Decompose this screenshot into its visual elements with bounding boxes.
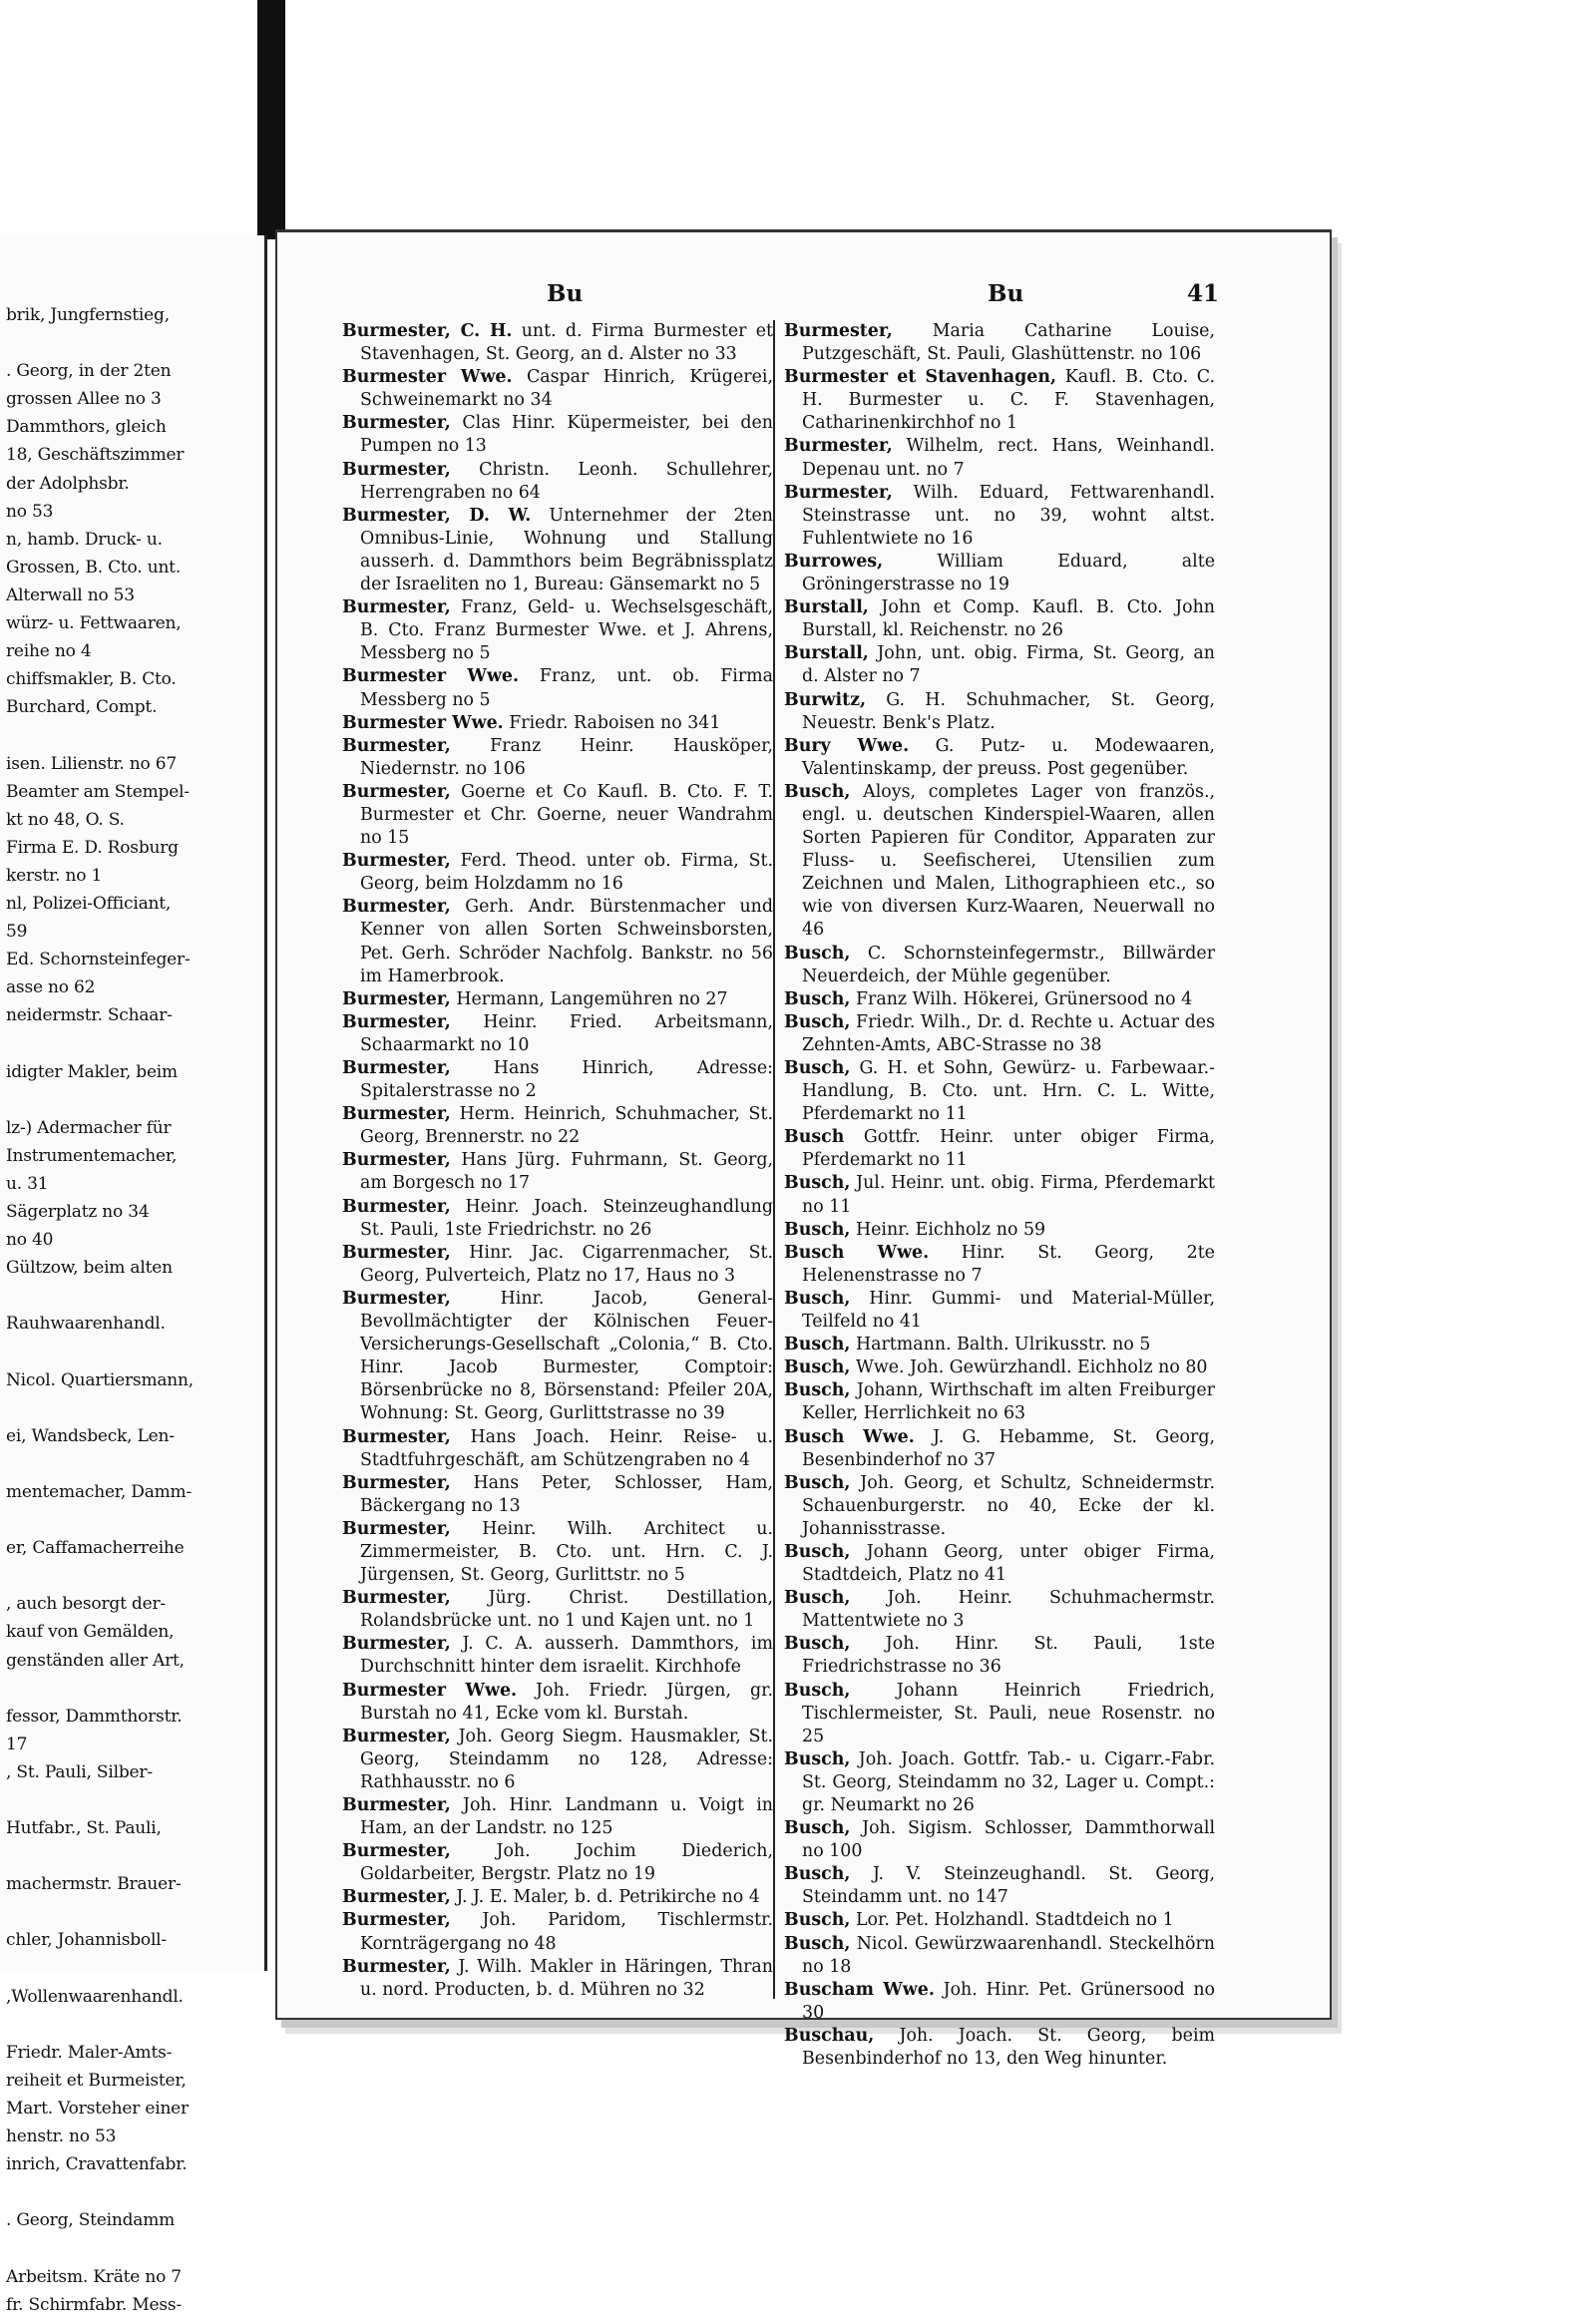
entry-name: Busch, xyxy=(784,1634,851,1655)
directory-entry xyxy=(342,850,773,896)
entry-name: Burmester, xyxy=(342,1288,451,1309)
directory-entry xyxy=(784,435,1215,481)
entry-name: Burmester, xyxy=(342,459,451,480)
left-page-line: 18, Geschäftszimmer xyxy=(6,445,185,466)
entry-name: Busch Wwe. xyxy=(784,1426,915,1447)
entry-name: Busch, xyxy=(784,1541,851,1562)
left-page-line: Mart. Vorsteher einer xyxy=(6,2099,189,2119)
directory-entry xyxy=(784,1334,1215,1356)
directory-entry xyxy=(784,689,1215,735)
directory-entry xyxy=(784,1472,1215,1541)
directory-entry xyxy=(342,505,773,596)
directory-entry xyxy=(342,1426,773,1472)
entry-name: Burmester, xyxy=(342,781,451,802)
left-page-line: , auch besorgt der- xyxy=(6,1594,166,1615)
left-page-line: u. 31 xyxy=(6,1173,49,1194)
directory-entry xyxy=(784,1541,1215,1587)
directory-entry xyxy=(784,1379,1215,1425)
directory-entry xyxy=(784,2025,1215,2071)
entry-details: Jul. Heinr. unt. obig. Firma, Pferdemarkt no 11 xyxy=(802,1173,1215,1217)
entry-details: Nicol. Gewürzwaarenhandl. Steckelhörn no 18 xyxy=(802,1933,1215,1977)
entry-details: Franz Wilh. Hökerei, Grünersood no 4 xyxy=(855,988,1193,1009)
entry-details: Hinr. St. Georg, 2te Helenenstrasse no 7 xyxy=(802,1242,1215,1286)
entry-details: John, unt. obig. Firma, St. Georg, an d. Alster no 7 xyxy=(802,643,1215,687)
directory-entry xyxy=(342,735,773,781)
entry-details: Joh. Sigism. Schlosser, Dammthorwall no 100 xyxy=(802,1818,1216,1862)
entry-name: Burmester, xyxy=(342,1104,451,1125)
entry-details: Gottfr. Heinr. unter obiger Firma, Pferdemarkt no 11 xyxy=(802,1127,1215,1171)
left-page-line: mentemacher, Damm- xyxy=(6,1481,193,1502)
left-page-line: no 53 xyxy=(6,501,54,522)
left-page-line: Alterwall no 53 xyxy=(6,584,135,605)
entry-details: Christn. Leonh. Schullehrer, Herrengraben no 64 xyxy=(360,459,774,503)
entry-name: Burmester, xyxy=(342,851,451,872)
left-page-line: Hutfabr., St. Pauli, xyxy=(6,1818,162,1839)
left-page-line: reihe no 4 xyxy=(6,641,92,662)
running-head-left: Bu xyxy=(547,280,584,307)
entry-name: Busch Wwe. xyxy=(784,1242,930,1263)
directory-entry xyxy=(342,1057,773,1103)
running-head-right: Bu xyxy=(988,280,1024,307)
left-page-line xyxy=(6,1282,265,1310)
entry-name: Burwitz, xyxy=(784,689,867,710)
entry-details: Johann, Wirthschaft im alten Freiburger Keller, Herrlichkeit no 63 xyxy=(802,1380,1215,1424)
entry-name: Burmester, xyxy=(342,988,451,1009)
page-number: 41 xyxy=(1187,280,1220,307)
left-page-line: Grossen, B. Cto. unt. xyxy=(6,557,182,578)
directory-entry xyxy=(342,1518,773,1587)
left-page-line: machermstr. Brauer- xyxy=(6,1874,182,1895)
left-page-line: fessor, Dammthorstr. xyxy=(6,1706,183,1727)
left-page-line: kt no 48, O. S. xyxy=(6,809,125,830)
entry-name: Burmester, xyxy=(342,897,451,918)
column-divider xyxy=(773,320,775,1999)
entry-name: Busch, xyxy=(784,1011,851,1032)
entry-details: J. G. Hebamme, St. Georg, Besenbinderhof no 37 xyxy=(802,1426,1215,1470)
entry-details: Joh. Hinr. Pet. Grünersood no 30 xyxy=(802,1979,1216,2023)
entry-name: Burmester, D. W. xyxy=(342,505,532,526)
left-page-line: ,Wollenwaarenhandl. xyxy=(6,1986,184,2007)
entry-name: Burmester et Stavenhagen, xyxy=(784,367,1057,388)
entry-details: Wwe. Joh. Gewürzhandl. Eichholz no 80 xyxy=(855,1357,1208,1378)
entry-details: Joh. Paridom, Tischlermstr. Kornträgergang no 48 xyxy=(360,1910,773,1954)
left-page-line xyxy=(6,1506,265,1534)
entry-details: William Eduard, alte Gröningerstrasse no 19 xyxy=(802,551,1216,595)
entry-details: Maria Catharine Louise, Putzgeschäft, St. Pauli, Glashüttenstr. no 106 xyxy=(802,321,1215,365)
left-page-line: , St. Pauli, Silber- xyxy=(6,1761,153,1782)
entry-details: Gerh. Andr. Bürstenmacher und Kenner von allen Sorten Schweinsborsten, Pet. Gerh. Schröder Nachfolg. Bankstr. no 56 im Hamerbrook. xyxy=(360,897,774,986)
entry-details: Hinr. Jacob, General-Bevollmächtigter der Kölnischen Feuer-Versicherungs-Gesellschaft „Colonia,“ B. Cto. Hinr. Jacob Burmester, Comptoir: Börsenbrücke no 8, Börsenstand: Pfeiler 20A, Wohnung: St. Georg, Gurlittstrasse no 39 xyxy=(360,1288,774,1424)
directory-entry xyxy=(784,1172,1215,1218)
directory-entry xyxy=(784,642,1215,688)
entry-name: Busch, xyxy=(784,1910,851,1931)
directory-entry xyxy=(784,482,1215,551)
entry-name: Burmester, xyxy=(342,1887,451,1908)
entry-details: Joh. Hinr. Landmann u. Voigt in Ham, an der Landstr. no 125 xyxy=(360,1795,773,1839)
entry-details: Wilh. Eduard, Fettwarenhandl. Steinstrasse unt. no 39, wohnt altst. Fuhlentwiete no 16 xyxy=(802,482,1215,549)
entry-name: Busch, xyxy=(784,1933,851,1954)
entry-details: Heinr. Joach. Steinzeughandlung St. Pauli, 1ste Friedrichstr. no 26 xyxy=(360,1196,773,1240)
left-page-line: . Georg, Steindamm xyxy=(6,2210,176,2231)
directory-entry xyxy=(342,1288,773,1426)
directory-entry xyxy=(342,988,773,1011)
entry-details: Johann Heinrich Friedrich, Tischlermeister, St. Pauli, neue Rosenstr. no 25 xyxy=(802,1680,1216,1746)
left-page-line: ei, Wandsbeck, Len- xyxy=(6,1425,175,1446)
entry-details: Friedr. Raboisen no 341 xyxy=(509,712,721,733)
left-page-line: 59 xyxy=(6,922,28,943)
left-page-line: der Adolphsbr. xyxy=(6,473,130,494)
left-page-line: Ed. Schornsteinfeger- xyxy=(6,950,191,970)
directory-entry xyxy=(342,1794,773,1840)
entry-details: Hans Hinrich, Adresse: Spitalerstrasse no 2 xyxy=(360,1058,773,1102)
directory-entry xyxy=(342,459,773,505)
left-page-line: lz-) Adermacher für xyxy=(6,1117,172,1138)
left-page-line: inrich, Cravattenfabr. xyxy=(6,2154,188,2175)
entry-name: Burmester, xyxy=(342,735,451,756)
entry-name: Burmester, xyxy=(342,1634,451,1655)
entry-details: Heinr. Eichholz no 59 xyxy=(855,1219,1046,1240)
directory-entry xyxy=(784,1126,1215,1172)
entry-details: Joh. Hinr. St. Pauli, 1ste Friedrichstrasse no 36 xyxy=(802,1634,1215,1678)
entry-name: Burmester, xyxy=(784,436,893,457)
left-page-line: 17 xyxy=(6,1734,28,1754)
entry-details: Hans Joach. Heinr. Reise- u. Stadtfuhrgeschäft, am Schützengraben no 4 xyxy=(360,1426,774,1470)
left-page-line: Friedr. Maler-Amts- xyxy=(6,2042,173,2063)
directory-entry xyxy=(342,1909,773,1955)
entry-name: Busch, xyxy=(784,1818,851,1839)
left-page-line: chiffsmakler, B. Cto. xyxy=(6,669,177,690)
directory-entry xyxy=(784,1633,1215,1679)
left-page-line: Nicol. Quartiersmann, xyxy=(6,1369,194,1390)
entry-name: Buschau, xyxy=(784,2025,875,2046)
directory-entry xyxy=(784,320,1215,366)
binding-shadow xyxy=(257,0,285,239)
directory-entry xyxy=(342,320,773,366)
entry-details: Heinr. Fried. Arbeitsmann, Schaarmarkt no 10 xyxy=(360,1011,773,1055)
entry-details: Herm. Heinrich, Schuhmacher, St. Georg, Brennerstr. no 22 xyxy=(360,1104,773,1148)
directory-entry xyxy=(784,1426,1215,1472)
left-page-line: genständen aller Art, xyxy=(6,1650,185,1671)
left-page-line: neidermstr. Schaar- xyxy=(6,1005,173,1026)
entry-name: Busch, xyxy=(784,1219,851,1240)
entry-name: Burmester, xyxy=(342,1910,451,1931)
left-page-line xyxy=(6,1029,265,1057)
directory-entry xyxy=(342,781,773,850)
entry-name: Burmester, xyxy=(342,1841,451,1862)
directory-entry xyxy=(342,1680,773,1726)
entry-name: Busch, xyxy=(784,988,851,1009)
entry-name: Busch, xyxy=(784,1472,851,1493)
entry-name: Burmester, xyxy=(342,1956,451,1977)
entry-name: Burmester, xyxy=(342,1518,451,1539)
entry-name: Burmester, xyxy=(342,1426,451,1447)
directory-entry xyxy=(784,1242,1215,1288)
left-page-line xyxy=(6,2234,265,2262)
right-page xyxy=(275,229,1332,2070)
entry-name: Busch, xyxy=(784,1588,851,1609)
entry-details: Lor. Pet. Holzhandl. Stadtdeich no 1 xyxy=(855,1910,1174,1931)
entry-details: Ferd. Theod. unter ob. Firma, St. Georg, beim Holzdamm no 16 xyxy=(360,851,774,895)
entry-details: Franz, Geld- u. Wechselsgeschäft, B. Cto. Franz Burmester Wwe. et J. Ahrens, Messberg no 5 xyxy=(360,597,773,664)
entry-details: Hermann, Langemühren no 27 xyxy=(456,988,728,1009)
left-page-line: asse no 62 xyxy=(6,977,96,998)
left-page-line xyxy=(6,1338,265,1365)
directory-entry xyxy=(342,1149,773,1195)
entry-details: Jürg. Christ. Destillation, Rolandsbrücke unt. no 1 und Kajen unt. no 1 xyxy=(360,1588,774,1632)
directory-entry xyxy=(342,1886,773,1909)
entry-details: Franz Heinr. Hausköper, Niedernstr. no 106 xyxy=(360,735,774,779)
left-page-text xyxy=(6,301,265,2319)
directory-entry xyxy=(342,1196,773,1242)
directory-entry xyxy=(342,1242,773,1288)
directory-entry xyxy=(342,1103,773,1149)
left-page-line: kauf von Gemälden, xyxy=(6,1622,175,1643)
left-page-line xyxy=(6,1898,265,1926)
entry-details: Hinr. Jac. Cigarrenmacher, St. Georg, Pulverteich, Platz no 17, Haus no 3 xyxy=(360,1242,773,1286)
left-page-line: kerstr. no 1 xyxy=(6,865,103,886)
entry-name: Burmester Wwe. xyxy=(342,367,513,388)
entry-details: Goerne et Co Kaufl. B. Cto. F. T. Burmester et Chr. Goerne, neuer Wandrahm no 15 xyxy=(360,781,773,849)
entry-details: Joh. Joach. St. Georg, beim Besenbinderhof no 13, den Weg hinunter. xyxy=(802,2025,1215,2070)
left-page-line: idigter Makler, beim xyxy=(6,1061,178,1082)
directory-entry xyxy=(784,551,1215,596)
directory-entry xyxy=(784,1356,1215,1379)
directory-entry xyxy=(342,412,773,458)
entry-name: Burmester, xyxy=(342,1472,451,1493)
left-page-line: nl, Polizei-Officiant, xyxy=(6,893,172,914)
entry-name: Burmester Wwe. xyxy=(342,666,520,687)
directory-entry xyxy=(784,1219,1215,1242)
entry-name: Bury Wwe. xyxy=(784,735,910,756)
entry-details: Joh. Heinr. Schuhmachermstr. Mattentwiete no 3 xyxy=(802,1588,1215,1632)
left-page-line: Instrumentemacher, xyxy=(6,1145,178,1166)
entry-details: J. Wilh. Makler in Häringen, Thran u. nord. Producten, b. d. Mühren no 32 xyxy=(360,1956,774,2000)
left-page-line: Burchard, Compt. xyxy=(6,697,158,718)
left-page-line: chler, Johannisboll- xyxy=(6,1930,167,1951)
left-page-line xyxy=(6,1086,265,1114)
entry-details: Hans Jürg. Fuhrmann, St. Georg, am Borgesch no 17 xyxy=(360,1150,774,1194)
directory-entry xyxy=(342,596,773,665)
left-page-line: no 40 xyxy=(6,1230,54,1251)
left-page-line: würz- u. Fettwaaren, xyxy=(6,613,182,634)
entry-name: Burmester, xyxy=(342,1150,451,1171)
entry-details: C. Schornsteinfegermstr., Billwärder Neuerdeich, der Mühle gegenüber. xyxy=(802,943,1216,986)
left-page-line xyxy=(6,329,265,357)
entry-name: Busch, xyxy=(784,1173,851,1194)
entry-details: G. Putz- u. Modewaaren, Valentinskamp, der preuss. Post gegenüber. xyxy=(802,735,1215,779)
entry-name: Burmester, xyxy=(342,1011,451,1032)
left-page-line: Firma E. D. Rosburg xyxy=(6,837,179,858)
directory-entry xyxy=(342,665,773,711)
directory-entry xyxy=(784,1587,1215,1633)
directory-entry xyxy=(342,1587,773,1633)
entry-name: Burmester, xyxy=(342,413,451,434)
left-page-line xyxy=(6,1450,265,1478)
entry-name: Burmester, xyxy=(784,482,893,503)
entry-details: Joh. Jochim Diederich, Goldarbeiter, Bergstr. Platz no 19 xyxy=(360,1841,773,1885)
entry-name: Busch, xyxy=(784,943,851,964)
entry-name: Busch xyxy=(784,1127,845,1148)
entry-details: Kaufl. B. Cto. C. H. Burmester u. C. F. Stavenhagen, Catharinenkirchhof no 1 xyxy=(802,367,1215,434)
left-page-line xyxy=(6,2011,265,2039)
entry-name: Burstall, xyxy=(784,597,869,618)
directory-entry xyxy=(784,1933,1215,1979)
left-page-line xyxy=(6,1842,265,1870)
entry-name: Burstall, xyxy=(784,643,869,664)
directory-entry xyxy=(784,1011,1215,1057)
directory-entry xyxy=(784,1748,1215,1817)
directory-entry xyxy=(784,596,1215,642)
directory-entry xyxy=(784,781,1215,943)
left-page-line xyxy=(6,1955,265,1983)
entry-details: J. V. Steinzeughandl. St. Georg, Steindamm unt. no 147 xyxy=(802,1864,1215,1908)
left-page-line: Arbeitsm. Kräte no 7 xyxy=(6,2266,182,2287)
directory-entry xyxy=(784,1057,1215,1126)
entry-name: Busch, xyxy=(784,1058,851,1078)
left-page-line xyxy=(6,1675,265,1703)
directory-entry xyxy=(342,366,773,412)
entry-name: Burrowes, xyxy=(784,551,884,572)
entry-name: Busch, xyxy=(784,1288,851,1309)
left-page-line: Rauhwaarenhandl. xyxy=(6,1314,166,1335)
entry-name: Busch, xyxy=(784,1357,851,1378)
entry-details: Clas Hinr. Küpermeister, bei den Pumpen no 13 xyxy=(360,413,773,457)
directory-entry xyxy=(342,1840,773,1886)
entry-name: Busch, xyxy=(784,781,851,802)
entry-details: Friedr. Wilh., Dr. d. Rechte u. Actuar des Zehnten-Amts, ABC-Strasse no 38 xyxy=(802,1011,1216,1055)
entry-details: Aloys, completes Lager von französ., engl. u. deutschen Kinderspiel-Waaren, allen Sorten Papieren für Conditor, Apparaten zur Fluss- u. Seefischerei, Utensilien zum Zeichnen und Malen, Lithographieen etc., so wie von diversen Kurz-Waaren, Neuerwall no 46 xyxy=(802,781,1215,941)
entry-name: Buscham Wwe. xyxy=(784,1979,935,2000)
entry-name: Burmester, xyxy=(342,1242,451,1263)
entry-details: J. J. E. Maler, b. d. Petrikirche no 4 xyxy=(456,1887,760,1908)
entry-name: Burmester, xyxy=(342,597,451,618)
left-page-line: reiheit et Burmeister, xyxy=(6,2070,187,2091)
entry-details: Joh. Joach. Gottfr. Tab.- u. Cigarr.-Fabr. St. Georg, Steindamm no 32, Lager u. Compt.: gr. Neumarkt no 26 xyxy=(802,1748,1215,1815)
left-page-line: Dammthors, gleich xyxy=(6,417,167,438)
left-page-line xyxy=(6,1394,265,1422)
directory-entry xyxy=(342,712,773,735)
entry-name: Busch, xyxy=(784,1864,851,1885)
left-page-line: n, hamb. Druck- u. xyxy=(6,529,163,550)
left-page-line: Gültzow, beim alten xyxy=(6,1258,173,1279)
entry-details: J. C. A. ausserh. Dammthors, im Durchschnitt hinter dem israelit. Kirchhofe xyxy=(360,1634,773,1678)
entry-name: Busch, xyxy=(784,1335,851,1355)
directory-entry xyxy=(784,1288,1215,1334)
directory-entry xyxy=(342,1956,773,2002)
left-page-line: Sägerplatz no 34 xyxy=(6,1202,150,1222)
entry-details: Hinr. Gummi- und Material-Müller, Teilfeld no 41 xyxy=(802,1288,1215,1333)
left-page-line: Beamter am Stempel- xyxy=(6,781,190,802)
directory-entry xyxy=(342,1633,773,1679)
directory-entry xyxy=(342,1011,773,1057)
entry-name: Busch, xyxy=(784,1680,851,1701)
entry-name: Burmester, xyxy=(342,1795,451,1815)
left-page-line: henstr. no 53 xyxy=(6,2126,117,2147)
entry-details: Johann Georg, unter obiger Firma, Stadtdeich, Platz no 41 xyxy=(802,1541,1215,1586)
entry-details: Wilhelm, rect. Hans, Weinhandl. Depenau unt. no 7 xyxy=(802,436,1215,480)
entry-details: Hartmann. Balth. Ulrikusstr. no 5 xyxy=(855,1335,1151,1355)
directory-entry xyxy=(342,1726,773,1794)
entry-name: Burmester, xyxy=(342,1058,451,1078)
left-page-line: er, Caffamacherreihe xyxy=(6,1538,185,1559)
left-page-line: . Georg, in der 2ten xyxy=(6,361,172,382)
left-page-line xyxy=(6,1786,265,1814)
entry-details: Unternehmer der 2ten Omnibus-Linie, Wohnung und Stallung ausserh. d. Dammthors beim Begräbnissplatz der Israeliten no 1, Bureau: Gänsemarkt no 5 xyxy=(360,505,773,595)
directory-entry xyxy=(784,366,1215,435)
directory-column-right xyxy=(784,320,1215,2071)
entry-details: G. H. Schuhmacher, St. Georg, Neuestr. Benk's Platz. xyxy=(802,689,1215,733)
entry-name: Burmester Wwe. xyxy=(342,712,504,733)
left-page xyxy=(0,235,267,2315)
entry-name: Burmester, xyxy=(342,1726,451,1746)
entry-details: G. H. et Sohn, Gewürz- u. Farbewaar.-Handlung, B. Cto. unt. Hrn. C. L. Witte, Pferdemarkt no 11 xyxy=(802,1058,1215,1125)
left-page-line: isen. Lilienstr. no 67 xyxy=(6,753,178,774)
entry-name: Burmester, C. H. xyxy=(342,321,513,341)
entry-name: Burmester Wwe. xyxy=(342,1680,518,1701)
entry-details: John et Comp. Kaufl. B. Cto. John Burstall, kl. Reichenstr. no 26 xyxy=(802,597,1215,641)
directory-entry xyxy=(784,1817,1215,1863)
entry-name: Burmester, xyxy=(342,1588,451,1609)
directory-entry xyxy=(784,1863,1215,1909)
directory-entry xyxy=(784,1979,1215,2025)
entry-name: Busch, xyxy=(784,1380,851,1401)
entry-details: Caspar Hinrich, Krügerei, Schweinemarkt no 34 xyxy=(360,367,773,411)
directory-entry xyxy=(784,735,1215,781)
left-page-line: grossen Allee no 3 xyxy=(6,389,162,410)
directory-entry xyxy=(784,988,1215,1011)
directory-entry xyxy=(784,1680,1215,1748)
left-page-line xyxy=(6,721,265,749)
entry-details: Joh. Friedr. Jürgen, gr. Burstah no 41, Ecke vom kl. Burstah. xyxy=(360,1680,774,1724)
entry-details: Hans Peter, Schlosser, Ham, Bäckergang no 13 xyxy=(360,1472,773,1516)
directory-column-left xyxy=(342,320,773,2002)
entry-details: Heinr. Wilh. Architect u. Zimmermeister, B. Cto. unt. Hrn. C. J. Jürgensen, St. Georg, Gurlittstr. no 5 xyxy=(360,1518,774,1586)
left-page-line xyxy=(6,2178,265,2206)
directory-entry xyxy=(784,943,1215,988)
entry-details: unt. d. Firma Burmester et Stavenhagen, St. Georg, an d. Alster no 33 xyxy=(360,321,773,365)
entry-details: Joh. Georg, et Schultz, Schneidermstr. Schauenburgerstr. no 40, Ecke der kl. Johannisstrasse. xyxy=(802,1472,1215,1539)
directory-entry xyxy=(342,896,773,987)
left-page-line: fr. Schirmfabr. Mess- xyxy=(6,2294,182,2315)
entry-name: Burmester, xyxy=(342,1196,451,1217)
entry-name: Busch, xyxy=(784,1748,851,1769)
directory-entry xyxy=(342,1472,773,1518)
directory-entry xyxy=(784,1909,1215,1932)
left-page-line: brik, Jungfernstieg, xyxy=(6,305,170,325)
entry-name: Burmester, xyxy=(784,321,893,341)
entry-details: Joh. Georg Siegm. Hausmakler, St. Georg, Steindamm no 128, Adresse: Rathhausstr. no 6 xyxy=(360,1726,773,1792)
entry-details: Franz, unt. ob. Firma Messberg no 5 xyxy=(360,666,774,710)
left-page-line xyxy=(6,1562,265,1590)
